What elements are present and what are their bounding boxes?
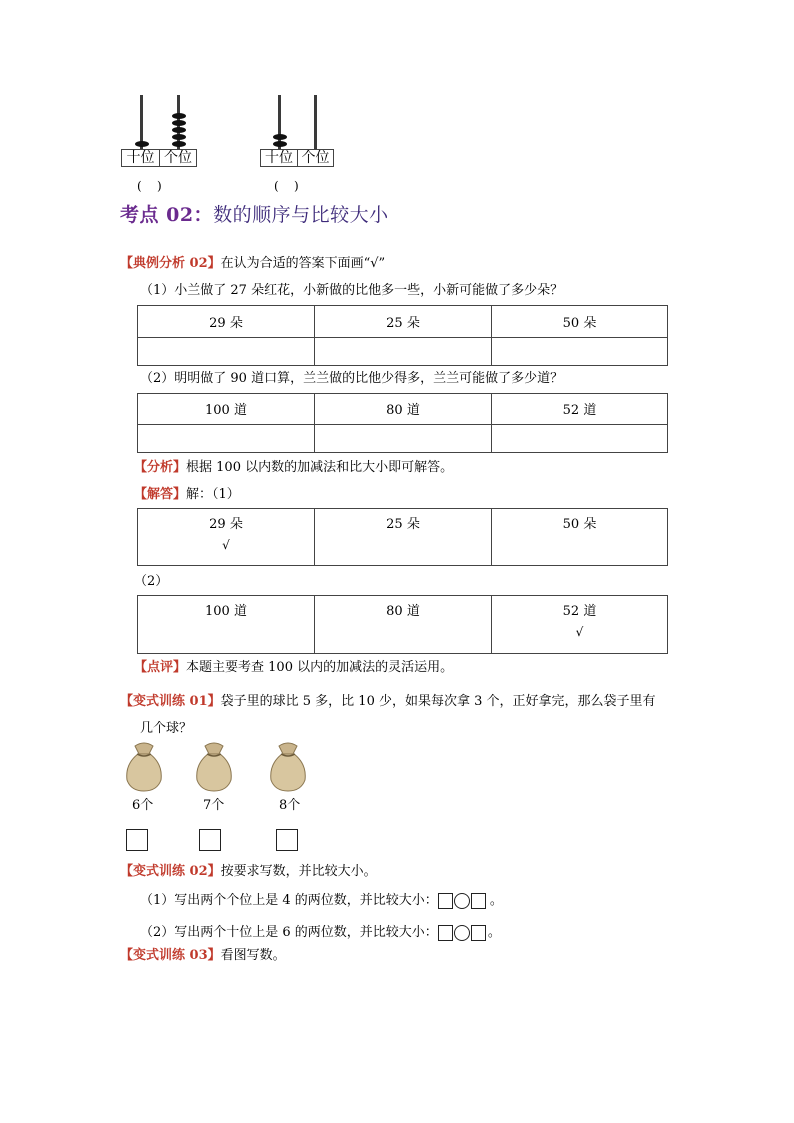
example-instruction: 在认为合适的答案下面画“√” <box>220 256 386 271</box>
number-box[interactable] <box>471 925 486 941</box>
bag-answer-box[interactable] <box>199 829 221 851</box>
bag-icon <box>265 740 311 792</box>
answer-q1-cell: 25 朵 <box>315 509 492 566</box>
ones-label: 个位 <box>159 150 196 166</box>
section-heading <box>120 200 389 227</box>
heading-text: 数的顺序与比较大小 <box>213 204 389 226</box>
bag-label: 6个 <box>132 798 154 813</box>
example-tag: 【典例分析 02】 <box>120 256 221 271</box>
comment-tag: 【点评】 <box>134 660 187 675</box>
bag-icon <box>191 740 237 792</box>
training02-q2-text: （2）写出两个十位上是 6 的两位数，并比较大小： <box>140 925 438 940</box>
compare-circle[interactable] <box>454 925 470 941</box>
number-box[interactable] <box>438 925 453 941</box>
answer-q1-cell: 50 朵 <box>492 509 668 566</box>
q2-answer-cell[interactable] <box>138 425 315 453</box>
q1-answer-cell[interactable] <box>315 338 492 366</box>
compare-circle[interactable] <box>454 893 470 909</box>
training01-line1 <box>120 690 656 709</box>
training01-line2: 几个球？ <box>140 721 193 736</box>
answer-q2-cell: 80 道 <box>315 596 492 654</box>
abacus-left <box>121 95 197 195</box>
ones-rod <box>314 95 317 149</box>
ones-bead <box>172 113 186 119</box>
analysis-line <box>134 456 453 475</box>
heading-prefix: 考点 02： <box>120 204 214 226</box>
answer-q1-table <box>137 508 668 566</box>
q1-option: 25 朵 <box>315 306 492 338</box>
ones-bead <box>172 127 186 133</box>
check-mark: √ <box>222 538 230 552</box>
analysis-text: 根据 100 以内数的加减法和比大小即可解答。 <box>186 460 454 475</box>
training02-q2 <box>140 921 501 941</box>
example-instruction-line <box>120 252 385 271</box>
training03-line <box>120 944 286 963</box>
abacus-base <box>260 149 334 167</box>
number-box[interactable] <box>471 893 486 909</box>
q1-option: 50 朵 <box>492 306 668 338</box>
example-q1: （1）小兰做了 27 朵红花，小新做的比他多一些，小新可能做了多少朵？ <box>140 283 564 298</box>
answer-q2-table <box>137 595 668 654</box>
training02-line <box>120 860 377 879</box>
q1-answer-cell[interactable] <box>492 338 668 366</box>
answer-q2-label: （2） <box>134 574 169 589</box>
bag-answer-box[interactable] <box>276 829 298 851</box>
q2-options-table <box>137 393 668 453</box>
q2-answer-cell[interactable] <box>315 425 492 453</box>
training01-text: 袋子里的球比 5 多，比 10 少，如果每次拿 3 个，正好拿完，那么袋子里有 <box>220 694 656 709</box>
ones-label: 个位 <box>297 150 333 166</box>
q2-answer-cell[interactable] <box>492 425 668 453</box>
example-q2: （2）明明做了 90 道口算，兰兰做的比他少得多，兰兰可能做了多少道？ <box>140 371 564 386</box>
period: 。 <box>487 925 501 940</box>
tens-bead <box>273 141 287 147</box>
bag-label: 7个 <box>203 798 225 813</box>
tens-bead <box>273 134 287 140</box>
answer-q2-cell: 52 道 √ <box>492 596 668 654</box>
training03-tag: 【变式训练 03】 <box>120 948 221 963</box>
comment-text: 本题主要考查 100 以内的加减法的灵活运用。 <box>186 660 454 675</box>
tens-bead <box>135 141 149 147</box>
abacus-base <box>121 149 197 167</box>
training01-tag: 【变式训练 01】 <box>120 694 221 709</box>
q2-option: 52 道 <box>492 394 668 425</box>
answer-blank: ( ) <box>137 179 162 193</box>
training02-q1 <box>140 889 503 909</box>
tens-label: 十位 <box>126 150 155 166</box>
q2-option: 80 道 <box>315 394 492 425</box>
comment-line <box>134 656 453 675</box>
answer-tag: 【解答】 <box>134 487 187 502</box>
bag-icon <box>121 740 167 792</box>
tens-label: 十位 <box>264 150 293 166</box>
q1-option: 29 朵 <box>138 306 315 338</box>
answer-line <box>134 483 240 502</box>
bag-answer-box[interactable] <box>126 829 148 851</box>
ones-bead <box>172 120 186 126</box>
answer-q2-cell: 100 道 <box>138 596 315 654</box>
bag-label: 8个 <box>279 798 301 813</box>
q1-options-table <box>137 305 668 366</box>
training02-q1-text: （1）写出两个个位上是 4 的两位数，并比较大小： <box>140 893 438 908</box>
answer-q1-cell: 29 朵 √ <box>138 509 315 566</box>
analysis-tag: 【分析】 <box>134 460 187 475</box>
q2-option: 100 道 <box>138 394 315 425</box>
training03-text: 看图写数。 <box>220 948 286 963</box>
q1-answer-cell[interactable] <box>138 338 315 366</box>
training02-text: 按要求写数，并比较大小。 <box>220 864 377 879</box>
check-mark: √ <box>575 625 584 639</box>
abacus-right <box>260 95 334 195</box>
ones-bead <box>172 141 186 147</box>
period: 。 <box>489 893 503 908</box>
number-box[interactable] <box>438 893 453 909</box>
answer-blank: ( ) <box>274 179 299 193</box>
training02-tag: 【变式训练 02】 <box>120 864 221 879</box>
answer-text: 解：（1） <box>186 487 240 502</box>
ones-bead <box>172 134 186 140</box>
